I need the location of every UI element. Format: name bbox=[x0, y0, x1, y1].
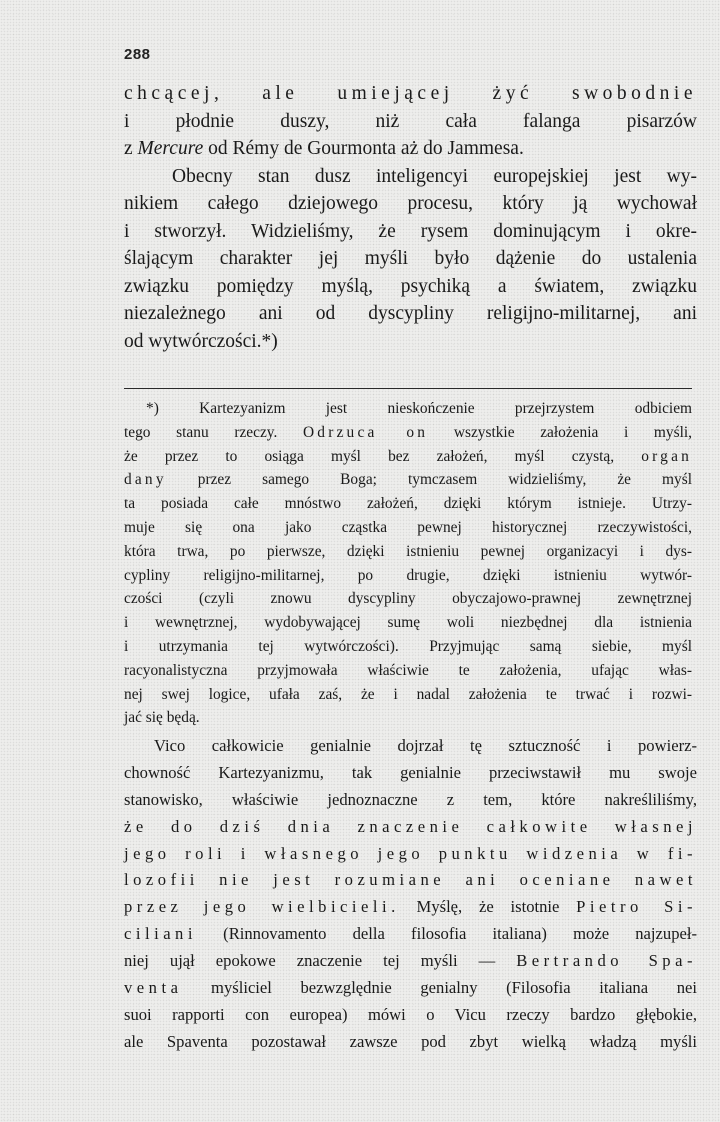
text-fragment: myśliciel bezwzględnie genialny (Filosofia italiana nei bbox=[182, 978, 697, 998]
footnote-line: nej swej logice, ufała zaś, że i nadal założenia te trwać i rozwi- bbox=[124, 685, 692, 703]
footnote-line: *) Kartezyanizm jest nieskończenie przejrzystem odbiciem bbox=[146, 400, 692, 417]
text-line bbox=[124, 975, 697, 1002]
text-fragment: przez samego Boga; tymczasem widzieliśmy, że myśl bbox=[166, 471, 692, 489]
journal-title: Mercure bbox=[137, 138, 204, 159]
text-line bbox=[124, 894, 697, 921]
footnote-line: i wewnętrznej, wydobywającej sumę woli niezbędnej dla istnienia bbox=[124, 614, 692, 632]
footnote-line: i utrzymania tej wytwórczości). Przyjmując samą siebie, myśl bbox=[124, 637, 692, 655]
emphasis-spaced: venta bbox=[124, 978, 183, 998]
paragraph-vico bbox=[124, 733, 697, 1056]
footnote-line: racyonalistyczna przyjmowała właściwie te założenia, ufając włas- bbox=[124, 661, 692, 679]
emphasis-spaced: organ bbox=[641, 447, 692, 465]
text-line: nikiem całego dziejowego procesu, który ją wychował bbox=[124, 193, 697, 214]
footnote-line: cypliny religijno-militarnej, po drugie, dzięki istnieniu wytwór- bbox=[124, 566, 692, 584]
page-number: 288 bbox=[124, 46, 151, 63]
footnote-line: jać się będą. bbox=[124, 709, 200, 727]
text-fragment: Myślę, że istotnie bbox=[399, 897, 577, 917]
text-line: stanowisko, właściwie jednoznaczne z tem, które nakreśliliśmy, bbox=[124, 789, 697, 809]
text-line bbox=[124, 948, 697, 975]
text-line: i stworzył. Widzieliśmy, że rysem dominującym i okre- bbox=[124, 220, 697, 242]
text-line: chcącej, ale umiejącej żyć swobodnie bbox=[124, 83, 697, 104]
footnote-divider bbox=[124, 388, 692, 389]
text-fragment: że przez to osiąga myśl bez założeń, myśl czystą, bbox=[124, 447, 642, 465]
footnote-line: czości (czyli znowu dyscypliny obyczajowo-prawnej zewnętrznej bbox=[124, 590, 692, 608]
text-fragment: od Rémy de Gourmonta aż do Jammesa. bbox=[203, 138, 524, 159]
text-line: ale Spaventa pozostawał zawsze pod zbyt wielką władzą myśli bbox=[124, 1031, 697, 1051]
footnote-line bbox=[124, 468, 692, 492]
main-paragraphs bbox=[124, 80, 697, 355]
text-line: niezależnego ani od dyscypliny religijno-militarnej, ani bbox=[124, 303, 697, 324]
text-line: jego roli i własnego jego punktu widzenia w fi- bbox=[124, 843, 697, 863]
footnote-line bbox=[124, 445, 692, 469]
emphasis-spaced: przez jego wielbicieli. bbox=[124, 897, 400, 917]
emphasis-spaced: Bertrando Spa- bbox=[516, 951, 697, 971]
emphasis-spaced: ciliani bbox=[124, 924, 197, 944]
text-line bbox=[124, 135, 697, 163]
emphasis-spaced: dany bbox=[124, 471, 167, 489]
text-line bbox=[124, 921, 697, 948]
text-line: od wytwórczości.*) bbox=[124, 330, 278, 352]
emphasis-spaced: Pietro Si- bbox=[576, 897, 697, 917]
text-fragment: niej ujął epokowe znaczenie tej myśli — bbox=[124, 951, 517, 971]
footnote-line: która trwa, po pierwsze, dzięki istnieniu pewnej organizacyi i dys- bbox=[124, 542, 692, 560]
text-line: lozofii nie jest rozumiane ani oceniane nawet bbox=[124, 870, 697, 890]
text-line: Obecny stan dusz inteligencyi europejskiej jest wy- bbox=[172, 165, 697, 187]
text-fragment: z bbox=[124, 138, 138, 159]
text-fragment: tego stanu rzeczy. bbox=[124, 423, 303, 441]
footnote-line: muje się ona jako cząstka pewnej historycznej rzeczywistości, bbox=[124, 518, 692, 536]
text-fragment: wszystkie założenia i myśli, bbox=[428, 423, 692, 441]
text-line: suoi rapporti con europea) mówi o Vicu rzeczy bardzo głębokie, bbox=[124, 1004, 697, 1024]
footnote-line bbox=[124, 421, 692, 445]
text-line: chowność Kartezyanizmu, tak genialnie przeciwstawił mu swoje bbox=[124, 762, 697, 782]
emphasis-spaced: Odrzuca on bbox=[302, 423, 429, 441]
text-line: Vico całkowicie genialnie dojrzał tę sztuczność i powierz- bbox=[154, 736, 697, 755]
text-line: ślającym charakter jej myśli było dążenie do ustalenia bbox=[124, 248, 697, 269]
footnote-line: ta posiada całe mnóstwo założeń, dzięki którym istnieje. Utrzy- bbox=[124, 495, 692, 513]
footnote bbox=[124, 397, 692, 730]
text-line: i płodnie duszy, niż cała falanga pisarzów bbox=[124, 110, 697, 132]
text-line: że do dziś dnia znaczenie całkowite własnej bbox=[124, 816, 697, 836]
text-fragment: (Rinnovamento della filosofia italiana) może najzupeł- bbox=[196, 924, 697, 944]
text-line: związku pomiędzy myślą, psychiką a światem, związku bbox=[124, 275, 697, 297]
